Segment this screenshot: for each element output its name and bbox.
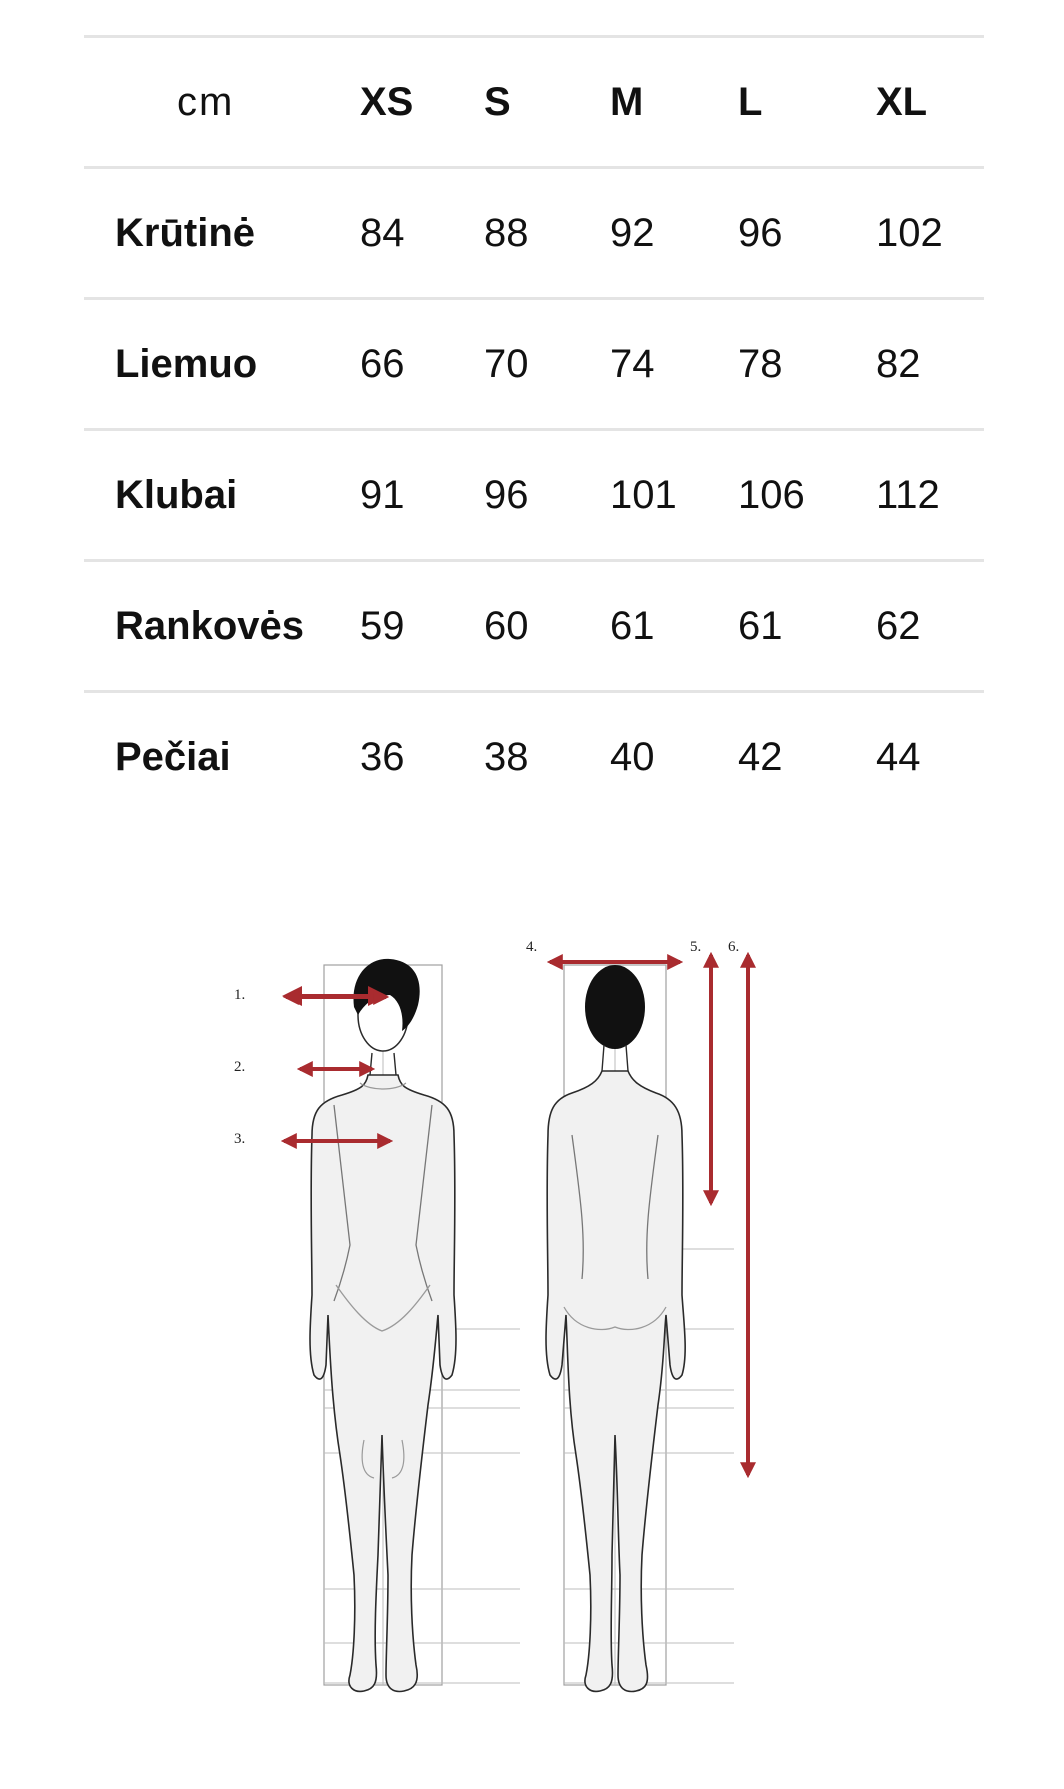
marker-5: 5. (690, 939, 702, 955)
table-cell: 96 (484, 473, 529, 517)
table-cell: 38 (484, 735, 529, 779)
table-row (84, 690, 984, 821)
unit-header: cm (177, 80, 235, 124)
arrows-layer (250, 935, 870, 1735)
table-cell: 61 (610, 604, 655, 648)
table-row (84, 166, 984, 297)
table-cell: 96 (738, 211, 783, 255)
table-cell: 62 (876, 604, 921, 648)
table-row (84, 559, 984, 690)
table-cell: 36 (360, 735, 405, 779)
table-cell: 106 (738, 473, 805, 517)
table-cell: 42 (738, 735, 783, 779)
row-label-shoulders: Pečiai (115, 735, 231, 779)
size-header-xs: XS (360, 80, 414, 124)
table-row (84, 297, 984, 428)
marker-1: 1. (234, 987, 246, 1003)
measurement-diagram (234, 935, 870, 1735)
table-cell: 40 (610, 735, 655, 779)
row-label-chest: Krūtinė (115, 211, 255, 255)
table-cell: 102 (876, 211, 943, 255)
size-chart-table (84, 35, 984, 821)
marker-6: 6. (728, 939, 740, 955)
table-cell: 101 (610, 473, 677, 517)
table-header-row (84, 35, 984, 166)
table-row (84, 428, 984, 559)
marker-3: 3. (234, 1131, 246, 1147)
table-cell: 112 (876, 473, 940, 517)
marker-2: 2. (234, 1059, 246, 1075)
table-cell: 91 (360, 473, 405, 517)
table-cell: 84 (360, 211, 405, 255)
row-label-hips: Klubai (115, 473, 238, 517)
size-header-xl: XL (876, 80, 928, 124)
size-header-m: M (610, 80, 644, 124)
table-cell: 66 (360, 342, 405, 386)
table-cell: 88 (484, 211, 529, 255)
size-header-s: S (484, 80, 511, 124)
table-cell: 70 (484, 342, 529, 386)
table-cell: 82 (876, 342, 921, 386)
table-cell: 78 (738, 342, 783, 386)
table-cell: 59 (360, 604, 405, 648)
table-cell: 92 (610, 211, 655, 255)
row-label-sleeves: Rankovės (115, 604, 304, 648)
table-cell: 61 (738, 604, 783, 648)
size-header-l: L (738, 80, 763, 124)
table-cell: 60 (484, 604, 529, 648)
row-label-waist: Liemuo (115, 342, 258, 386)
table-cell: 44 (876, 735, 921, 779)
table-cell: 74 (610, 342, 655, 386)
marker-4: 4. (526, 939, 538, 955)
